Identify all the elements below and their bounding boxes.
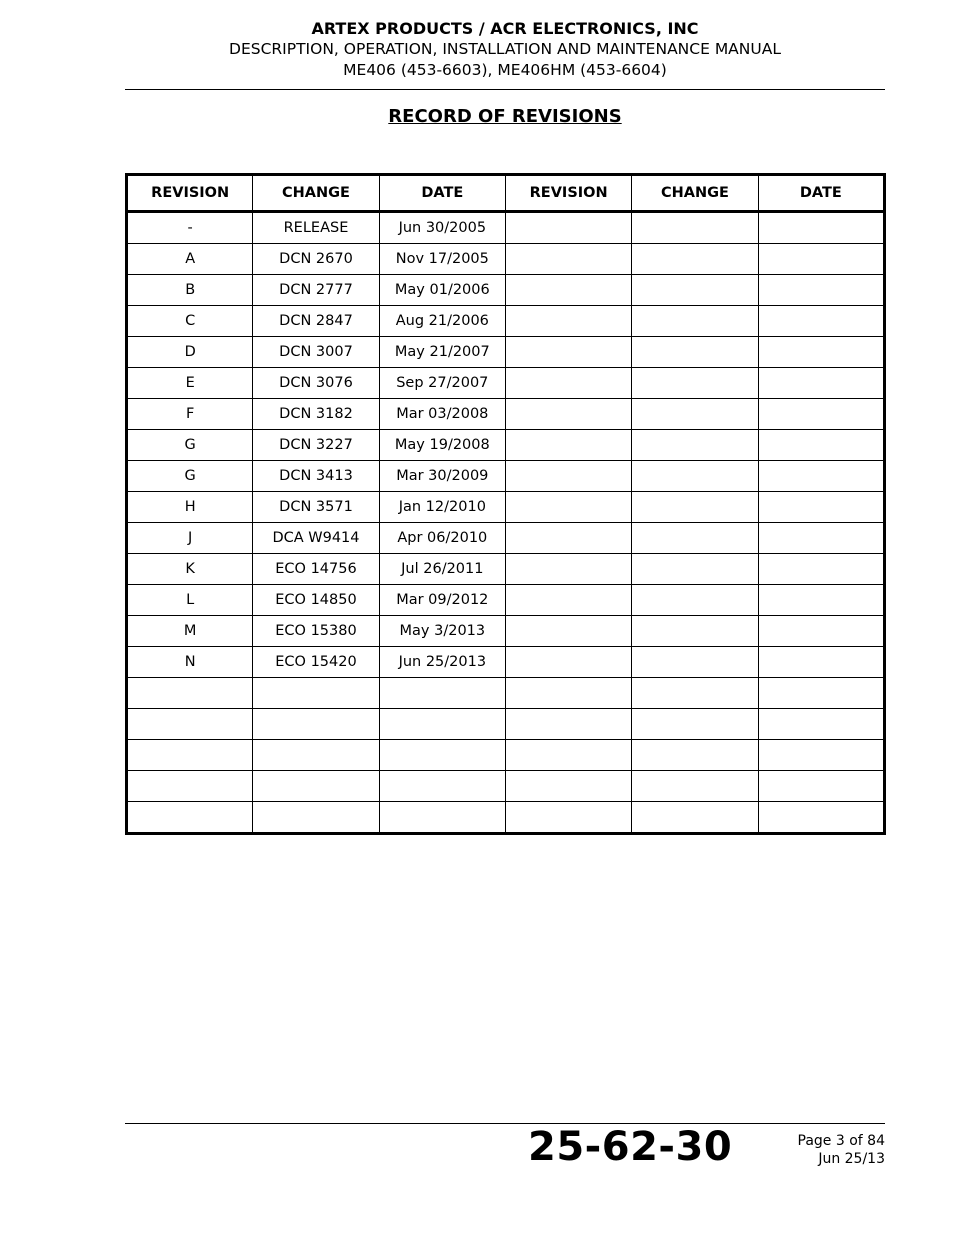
table-cell (379, 709, 505, 740)
table-row (127, 430, 885, 461)
table-cell: Jun 25/2013 (379, 647, 505, 678)
column-header: CHANGE (632, 175, 758, 212)
table-cell (758, 523, 884, 554)
table-cell (379, 802, 505, 834)
table-row (127, 244, 885, 275)
table-cell: L (127, 585, 253, 616)
column-header: DATE (379, 175, 505, 212)
table-cell (505, 523, 631, 554)
column-header: REVISION (127, 175, 253, 212)
table-cell (632, 306, 758, 337)
table-row (127, 306, 885, 337)
table-cell (505, 647, 631, 678)
table-cell: D (127, 337, 253, 368)
table-cell: DCN 2847 (253, 306, 379, 337)
table-cell: Apr 06/2010 (379, 523, 505, 554)
table-cell (127, 709, 253, 740)
table-cell (379, 678, 505, 709)
table-cell: M (127, 616, 253, 647)
model-numbers: ME406 (453-6603), ME406HM (453-6604) (343, 61, 667, 79)
table-body (127, 212, 885, 834)
table-cell (758, 244, 884, 275)
table-cell (758, 430, 884, 461)
table-cell (632, 337, 758, 368)
table-cell: N (127, 647, 253, 678)
table-cell (505, 244, 631, 275)
table-cell (632, 461, 758, 492)
table-cell (505, 275, 631, 306)
table-cell (632, 492, 758, 523)
table-cell: DCN 3182 (253, 399, 379, 430)
table-cell (632, 616, 758, 647)
table-cell (127, 771, 253, 802)
column-header: REVISION (505, 175, 631, 212)
table-cell (758, 802, 884, 834)
table-cell: DCN 3076 (253, 368, 379, 399)
table-cell (632, 647, 758, 678)
table-cell (505, 554, 631, 585)
table-cell (632, 523, 758, 554)
table-cell (632, 709, 758, 740)
table-cell: DCN 3007 (253, 337, 379, 368)
table-cell (253, 771, 379, 802)
table-cell: DCN 3571 (253, 492, 379, 523)
table-cell (758, 585, 884, 616)
page-date: Jun 25/13 (818, 1151, 885, 1167)
table-row (127, 740, 885, 771)
table-cell (632, 585, 758, 616)
table-cell (253, 709, 379, 740)
table-cell: Jun 30/2005 (379, 212, 505, 244)
table-cell (632, 399, 758, 430)
table-cell: J (127, 523, 253, 554)
table-row (127, 802, 885, 834)
table-cell: Aug 21/2006 (379, 306, 505, 337)
table-row (127, 709, 885, 740)
table-cell: G (127, 430, 253, 461)
table-cell (632, 244, 758, 275)
table-cell (505, 492, 631, 523)
company-name: ARTEX PRODUCTS / ACR ELECTRONICS, INC (311, 19, 699, 38)
table-cell (505, 740, 631, 771)
table-cell (758, 678, 884, 709)
table-cell (632, 740, 758, 771)
table-cell: Jul 26/2011 (379, 554, 505, 585)
table-cell (758, 492, 884, 523)
table-header-row (127, 175, 885, 212)
table-cell (758, 306, 884, 337)
table-cell: DCN 3227 (253, 430, 379, 461)
table-cell: May 3/2013 (379, 616, 505, 647)
table-row (127, 275, 885, 306)
table-cell (758, 461, 884, 492)
table-cell: H (127, 492, 253, 523)
table-cell (505, 616, 631, 647)
table-cell: May 19/2008 (379, 430, 505, 461)
table-row (127, 399, 885, 430)
page-info (700, 1132, 885, 1168)
revisions-table (125, 173, 886, 835)
manual-title: DESCRIPTION, OPERATION, INSTALLATION AND MAINTENANCE MANUAL (229, 40, 781, 58)
table-cell: RELEASE (253, 212, 379, 244)
table-cell (505, 461, 631, 492)
table-cell (505, 802, 631, 834)
table-cell: E (127, 368, 253, 399)
table-cell: May 21/2007 (379, 337, 505, 368)
table-cell: C (127, 306, 253, 337)
table-cell: K (127, 554, 253, 585)
table-cell: ECO 14756 (253, 554, 379, 585)
table-cell (758, 337, 884, 368)
table-cell (758, 368, 884, 399)
page-title: RECORD OF REVISIONS (388, 106, 622, 127)
table-cell (632, 771, 758, 802)
table-cell: Jan 12/2010 (379, 492, 505, 523)
table-cell (505, 399, 631, 430)
table-cell (505, 306, 631, 337)
table-cell (632, 212, 758, 244)
column-header: CHANGE (253, 175, 379, 212)
table-cell: May 01/2006 (379, 275, 505, 306)
table-cell: A (127, 244, 253, 275)
table-cell (758, 709, 884, 740)
table-cell (758, 771, 884, 802)
table-cell (253, 678, 379, 709)
table-cell: Mar 03/2008 (379, 399, 505, 430)
table-cell: DCN 2777 (253, 275, 379, 306)
table-row (127, 554, 885, 585)
table-cell: ECO 15420 (253, 647, 379, 678)
table-cell: G (127, 461, 253, 492)
table-cell (505, 771, 631, 802)
table-cell (758, 212, 884, 244)
table-cell (127, 678, 253, 709)
table-cell (505, 212, 631, 244)
table-row (127, 647, 885, 678)
table-cell: ECO 14850 (253, 585, 379, 616)
table-cell (758, 554, 884, 585)
table-cell (758, 647, 884, 678)
table-row (127, 523, 885, 554)
table-row (127, 368, 885, 399)
table-cell (505, 678, 631, 709)
table-row (127, 212, 885, 244)
table-row (127, 585, 885, 616)
header-divider (125, 89, 885, 90)
table-cell (758, 275, 884, 306)
table-cell: - (127, 212, 253, 244)
table-cell (379, 740, 505, 771)
table-cell (758, 740, 884, 771)
table-cell: Nov 17/2005 (379, 244, 505, 275)
table-cell (379, 771, 505, 802)
table-cell: Mar 09/2012 (379, 585, 505, 616)
table-cell (505, 430, 631, 461)
table-cell (632, 678, 758, 709)
table-cell: B (127, 275, 253, 306)
table-cell (253, 802, 379, 834)
table-row (127, 771, 885, 802)
table-cell: DCA W9414 (253, 523, 379, 554)
table-cell (505, 368, 631, 399)
document-number: 25-62-30 (528, 1124, 733, 1170)
table-cell (632, 430, 758, 461)
table-cell (632, 368, 758, 399)
table-row (127, 492, 885, 523)
table-cell (632, 802, 758, 834)
table-cell (758, 616, 884, 647)
table-cell (758, 399, 884, 430)
table-cell: DCN 3413 (253, 461, 379, 492)
table-row (127, 616, 885, 647)
document-header (0, 18, 954, 81)
table-cell (505, 337, 631, 368)
table-cell: ECO 15380 (253, 616, 379, 647)
table-cell (632, 275, 758, 306)
table-cell (127, 802, 253, 834)
footer-divider (125, 1123, 885, 1124)
table-cell: Mar 30/2009 (379, 461, 505, 492)
table-cell (127, 740, 253, 771)
page-number: Page 3 of 84 (797, 1133, 885, 1149)
table-cell (505, 709, 631, 740)
table-row (127, 461, 885, 492)
table-row (127, 337, 885, 368)
table-cell (505, 585, 631, 616)
table-cell (632, 554, 758, 585)
table-row (127, 678, 885, 709)
table-cell: DCN 2670 (253, 244, 379, 275)
table-cell (253, 740, 379, 771)
table-cell: F (127, 399, 253, 430)
column-header: DATE (758, 175, 884, 212)
table-cell: Sep 27/2007 (379, 368, 505, 399)
